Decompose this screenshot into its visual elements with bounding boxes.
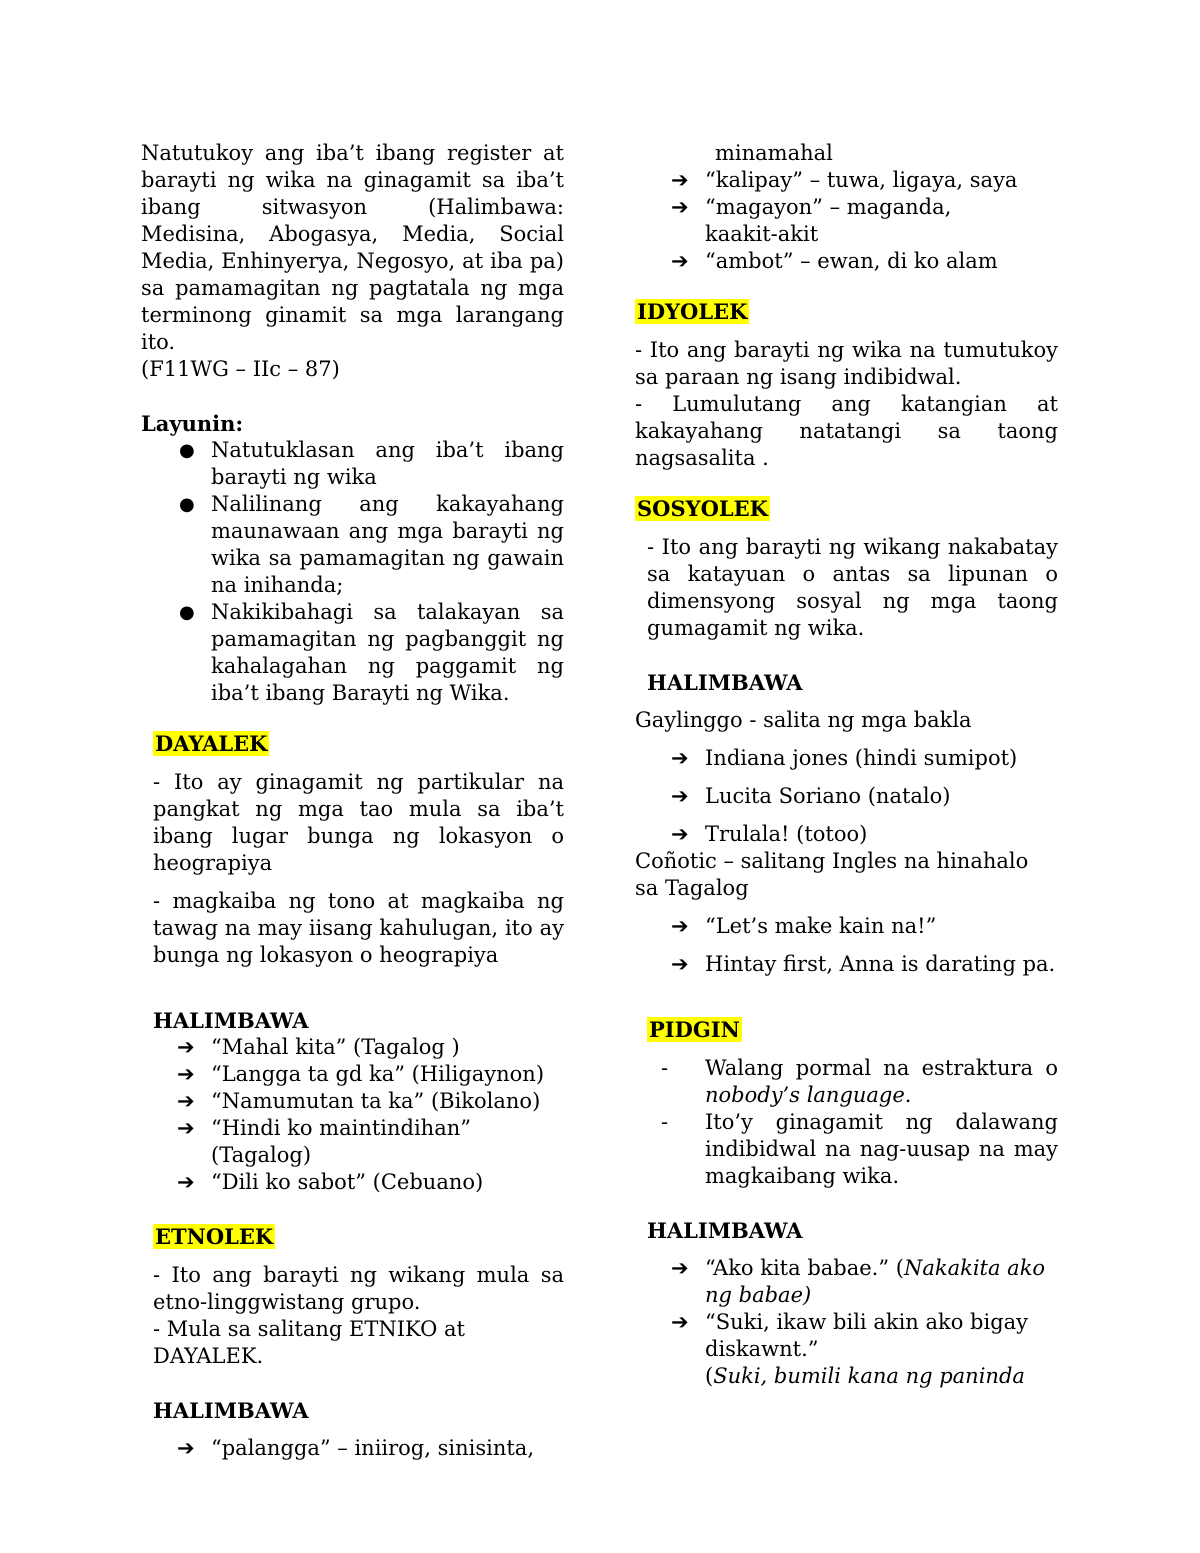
list-item-text: Lucita Soriano (natalo) xyxy=(705,784,951,808)
pidgin-translation xyxy=(635,1363,1058,1390)
dayalek-halimbawa: HALIMBAWA xyxy=(153,1008,309,1033)
bullet-icon: ● xyxy=(179,494,195,515)
list-item-text: “palangga” – iniirog, sinisinta, xyxy=(211,1436,534,1460)
list-item-text: Natutuklasan ang iba’t ibang barayti ng wika xyxy=(211,438,564,489)
list-item xyxy=(635,194,965,248)
arrow-right-icon: ➔ xyxy=(671,784,689,808)
list-item xyxy=(141,437,564,491)
list-item xyxy=(635,913,1058,940)
arrow-right-icon: ➔ xyxy=(177,1170,195,1194)
list-item-text: Ito’y ginagamit ng dalawang indibidwal na nag-uusap na may magkaibang wika. xyxy=(705,1110,1058,1188)
list-item-text: “Mahal kita” (Tagalog ) xyxy=(211,1035,460,1059)
list-item-text: Trulala! (totoo) xyxy=(705,822,868,846)
gaylinggo-text: Gaylinggo - salita ng mga bakla xyxy=(635,708,972,732)
list-item xyxy=(635,783,1058,810)
pidgin-halimbawa: HALIMBAWA xyxy=(647,1218,803,1243)
etnolek-halimbawa: HALIMBAWA xyxy=(153,1398,309,1423)
etnolek-desc-2b: DAYALEK. xyxy=(153,1344,264,1368)
arrow-right-icon: ➔ xyxy=(177,1089,195,1113)
arrow-right-icon: ➔ xyxy=(671,1310,689,1334)
intro-paragraph: Natutukoy ang iba’t ibang register at barayti ng wika na ginagamit sa iba’t ibang sitwasyon (Halimbawa: Medisina, Abogasya, Media, Social Media, Enhinyerya, Negosyo, at iba pa) sa pamamagitan ng pagtatala ng mga terminong ginamit sa mga larangang ito. xyxy=(141,141,564,354)
etnolek-desc-1: - Ito ang barayti ng wikang mula sa etno-linggwistang grupo. xyxy=(153,1263,564,1314)
arrow-right-icon: ➔ xyxy=(177,1116,195,1140)
list-item xyxy=(635,821,1058,848)
idyolek-desc-2: - Lumulutang ang katangian at kakayahang natatangi sa taong nagsasalita . xyxy=(635,392,1058,470)
list-item-text-italic: nobody’s language. xyxy=(705,1083,912,1107)
list-item xyxy=(141,1088,564,1115)
sosyolek-halimbawa: HALIMBAWA xyxy=(647,670,803,695)
list-item-text-italic: Nakakita ako ng babae) xyxy=(705,1256,1046,1307)
list-item xyxy=(635,248,1058,275)
continued-text: minamahal xyxy=(715,141,833,165)
dayalek-heading: DAYALEK xyxy=(155,731,268,756)
list-item xyxy=(635,745,1058,772)
arrow-right-icon: ➔ xyxy=(177,1436,195,1460)
list-item-text: “Namumutan ta ka” (Bikolano) xyxy=(211,1089,541,1113)
idyolek-heading: IDYOLEK xyxy=(637,299,748,324)
paren-open: ( xyxy=(705,1364,714,1388)
list-item-text: “kalipay” – tuwa, ligaya, saya xyxy=(705,168,1018,192)
idyolek-desc-1: - Ito ang barayti ng wika na tumutukoy sa paraan ng isang indibidwal. xyxy=(635,338,1058,389)
pidgin-heading: PIDGIN xyxy=(649,1017,740,1042)
dash-marker: - xyxy=(661,1056,669,1080)
list-item-text: Hintay first, Anna is darating pa. xyxy=(705,952,1056,976)
arrow-right-icon: ➔ xyxy=(671,249,689,273)
list-item xyxy=(141,491,564,599)
list-item xyxy=(635,167,1058,194)
arrow-right-icon: ➔ xyxy=(671,952,689,976)
list-item xyxy=(635,1255,1058,1309)
list-item-text: “ambot” – ewan, di ko alam xyxy=(705,249,998,273)
dash-marker: - xyxy=(661,1110,669,1134)
competency-code: (F11WG – IIc – 87) xyxy=(141,357,340,381)
list-item xyxy=(141,1435,564,1462)
list-item xyxy=(141,599,564,707)
sosyolek-heading: SOSYOLEK xyxy=(637,496,768,521)
arrow-right-icon: ➔ xyxy=(671,746,689,770)
arrow-right-icon: ➔ xyxy=(177,1062,195,1086)
arrow-right-icon: ➔ xyxy=(671,1256,689,1280)
list-item xyxy=(141,1169,564,1196)
list-item xyxy=(635,951,1058,978)
arrow-right-icon: ➔ xyxy=(671,914,689,938)
left-column xyxy=(141,140,564,1462)
etnolek-desc-2a: - Mula sa salitang ETNIKO at xyxy=(153,1317,465,1341)
dayalek-desc-2: - magkaiba ng tono at magkaiba ng tawag na may iisang kahulugan, ito ay bunga ng lokasyon o heograpiya xyxy=(153,889,564,967)
list-item-text: Indiana jones (hindi sumipot) xyxy=(705,746,1018,770)
list-item-text: “Dili ko sabot” (Cebuano) xyxy=(211,1170,484,1194)
translation-text: Suki, bumili kana ng paninda xyxy=(713,1364,1025,1388)
layunin-label: Layunin: xyxy=(141,411,244,436)
arrow-right-icon: ➔ xyxy=(671,168,689,192)
list-item-text: “Let’s make kain na!” xyxy=(705,914,937,938)
list-item-text: “Hindi ko maintindihan” (Tagalog) xyxy=(211,1116,471,1167)
list-item-text: “Suki, ikaw bili akin ako bigay diskawnt.” xyxy=(705,1310,1029,1361)
dayalek-examples xyxy=(141,1034,564,1196)
dayalek-desc-1: - Ito ay ginagamit ng partikular na pangkat ng mga tao mula sa iba’t ibang lugar bunga ng lokasyon o heograpiya xyxy=(153,770,564,875)
list-item-text: “magayon” – maganda, kaakit-akit xyxy=(705,195,952,246)
etnolek-heading: ETNOLEK xyxy=(155,1224,274,1249)
list-item-text: Walang pormal na estraktura o xyxy=(705,1056,1058,1080)
layunin-list xyxy=(141,437,564,707)
list-item xyxy=(141,1061,564,1088)
right-column xyxy=(635,140,1058,1390)
list-item-text: Nakikibahagi sa talakayan sa pamamagitan ng pagbanggit ng kahalagahan ng paggamit ng iba’t ibang Barayti ng Wika. xyxy=(211,600,564,705)
list-item xyxy=(141,1115,481,1169)
arrow-right-icon: ➔ xyxy=(671,822,689,846)
list-item-text: “Langga ta gd ka” (Hiligaynon) xyxy=(211,1062,545,1086)
list-item xyxy=(141,1034,564,1061)
arrow-right-icon: ➔ xyxy=(177,1035,195,1059)
list-item xyxy=(635,1309,1035,1363)
bullet-icon: ● xyxy=(179,440,195,461)
arrow-right-icon: ➔ xyxy=(671,195,689,219)
list-item-text: Nalilinang ang kakayahang maunawaan ang mga barayti ng wika sa pamamagitan ng gawain na inihanda; xyxy=(211,492,564,597)
list-item xyxy=(635,1109,1058,1190)
bullet-icon: ● xyxy=(179,602,195,623)
list-item xyxy=(635,1055,1058,1109)
sosyolek-desc: - Ito ang barayti ng wikang nakabatay sa katayuan o antas sa lipunan o dimensyong sosyal ng mga taong gumagamit ng wika. xyxy=(647,535,1058,640)
list-item-text: “Ako kita babae.” ( xyxy=(705,1256,904,1280)
conotic-text: Coñotic – salitang Ingles na hinahalo sa Tagalog xyxy=(635,849,1029,900)
